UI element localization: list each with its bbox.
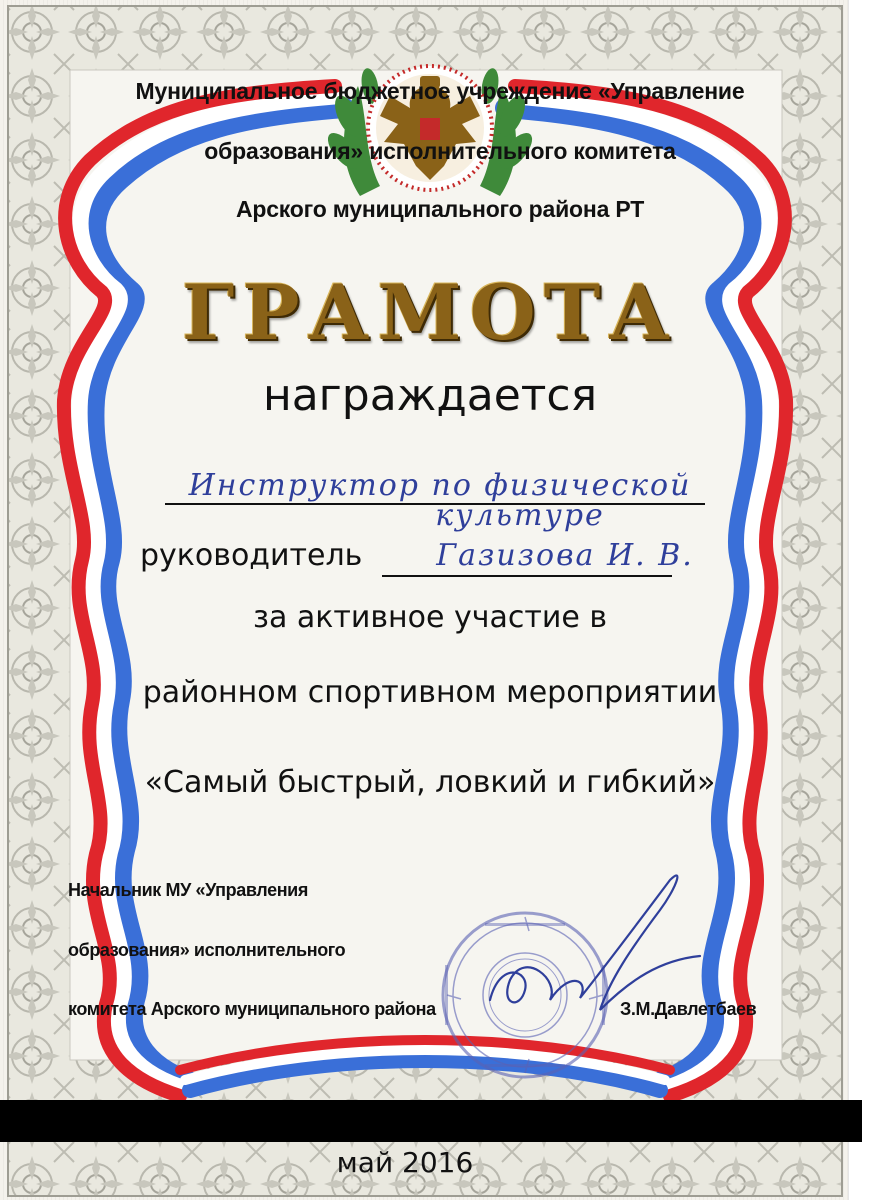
certificate-subtitle: награждается [262, 370, 598, 421]
header-line-1: Муниципальное бюджетное учреждение «Управление [135, 78, 745, 104]
role-label: руководитель [140, 538, 363, 573]
award-line-1: за активное участие в [253, 600, 607, 635]
header-line-2: образования» исполнительного комитета [204, 138, 676, 164]
signer-name: З.М.Давлетбаев [620, 999, 757, 1019]
certificate-title: ГРАМОТА [181, 268, 679, 357]
handwritten-name: Газизова И. В. [436, 538, 694, 573]
signature-title-line-3: комитета Арского муниципального района [68, 999, 436, 1019]
award-line-3: «Самый быстрый, ловкий и гибкий» [144, 765, 716, 800]
issue-date: май 2016 [336, 1146, 474, 1179]
signature-title-line-2: образования» исполнительного [68, 940, 346, 960]
scan-margin [848, 0, 872, 1200]
header-line-3: Арского муниципального района РТ [235, 196, 645, 222]
signature-title-line-1: Начальник МУ «Управления [68, 880, 308, 900]
award-line-2: районном спортивном мероприятии [142, 675, 718, 710]
handwritten-position-line-2: культуре [435, 498, 605, 533]
handwritten-position-line-1: Инструктор по физической [188, 468, 692, 503]
underline-2 [382, 575, 672, 577]
redaction-bar [0, 1100, 862, 1142]
coat-of-arms-emblem [320, 46, 540, 216]
